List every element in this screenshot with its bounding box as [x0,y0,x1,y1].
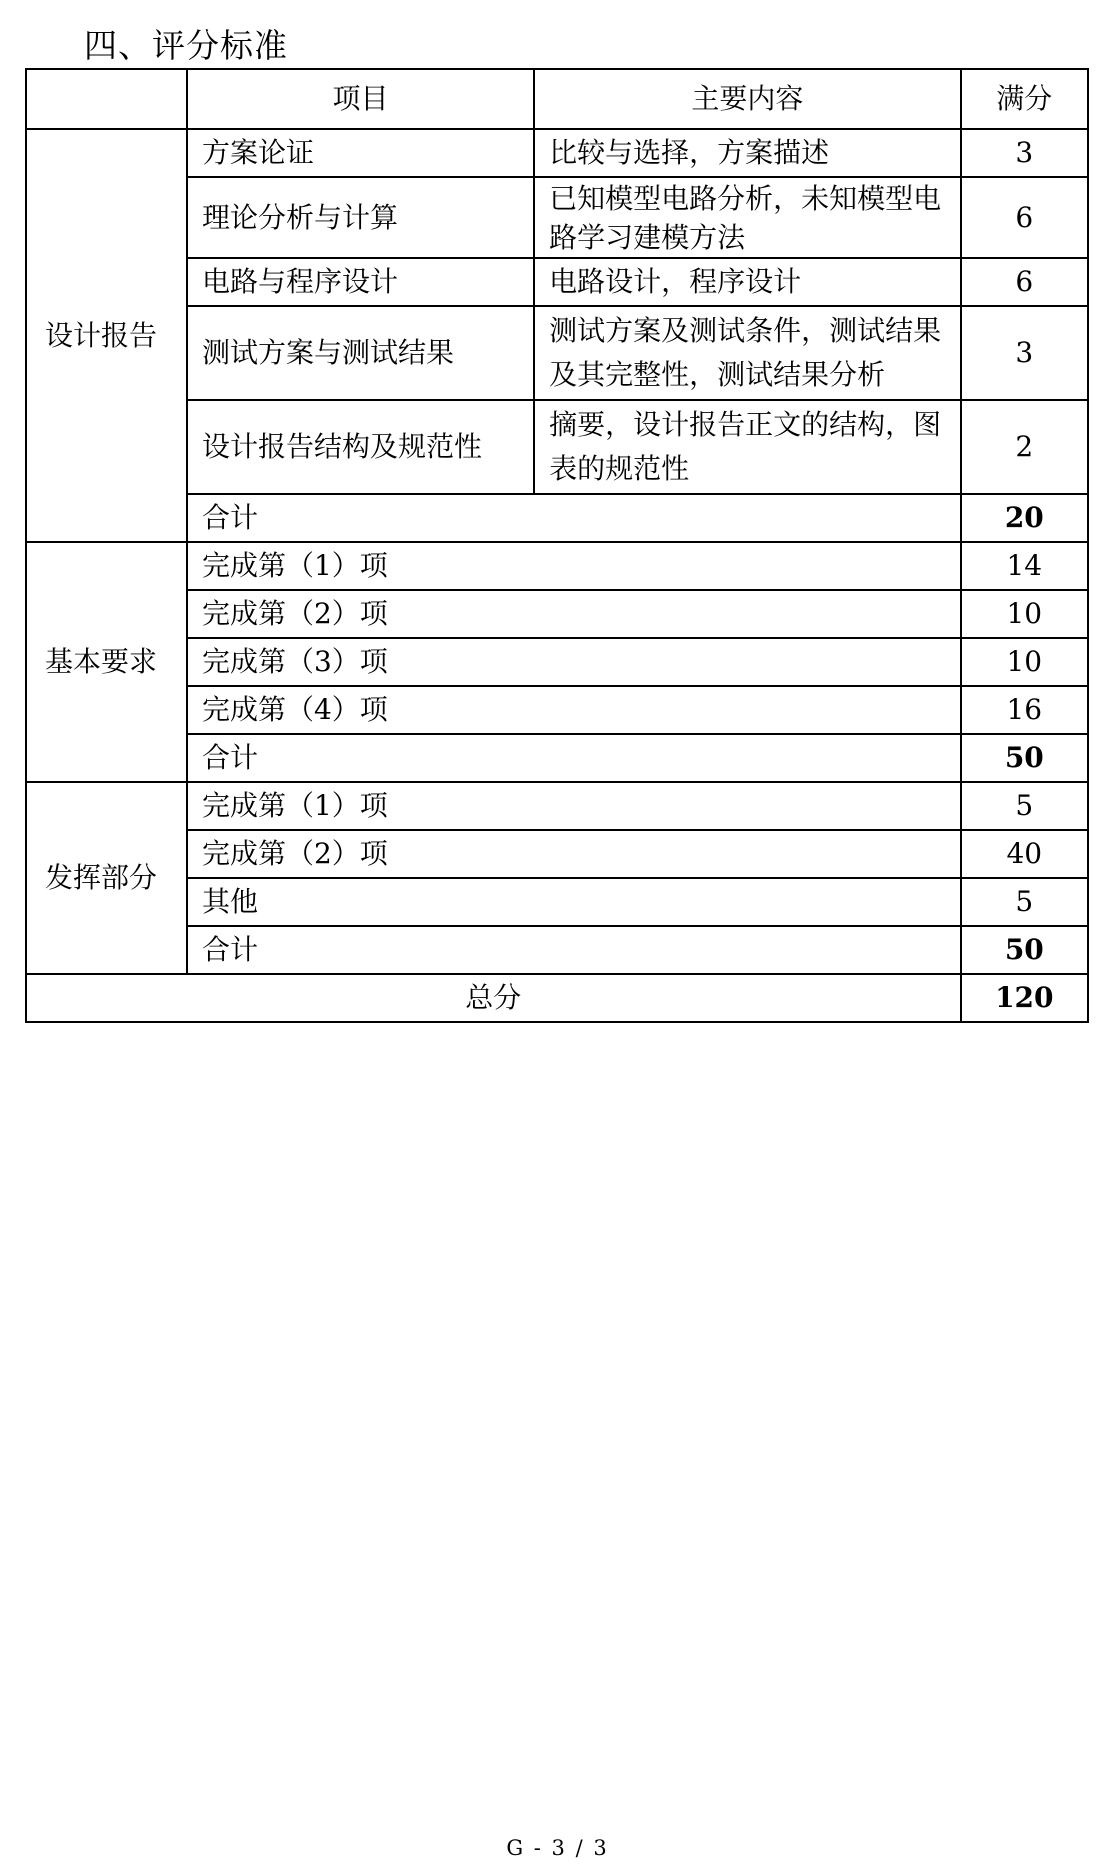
table-row [26,542,1088,590]
row-score: 5 [961,782,1088,830]
table-header-row [26,69,1088,129]
subtotal-label: 合计 [187,494,961,542]
row-content: 比较与选择，方案描述 [534,129,960,177]
row-content: 测试方案及测试条件，测试结果及其完整性，测试结果分析 [534,306,960,400]
header-content: 主要内容 [534,69,960,129]
row-item: 完成第（1）项 [187,542,961,590]
row-score: 10 [961,638,1088,686]
subtotal-score: 20 [961,494,1088,542]
grand-total-label: 总分 [26,974,961,1022]
row-score: 5 [961,878,1088,926]
subtotal-label: 合计 [187,734,961,782]
header-full-score: 满分 [961,69,1088,129]
subtotal-score: 50 [961,926,1088,974]
row-item: 电路与程序设计 [187,258,534,306]
header-item: 项目 [187,69,534,129]
table-row [26,782,1088,830]
row-score: 2 [961,400,1088,494]
scoring-table [25,68,1089,1023]
row-content: 摘要，设计报告正文的结构，图表的规范性 [534,400,960,494]
row-score: 6 [961,258,1088,306]
category-basic: 基本要求 [26,542,187,782]
row-item: 完成第（2）项 [187,830,961,878]
row-score: 3 [961,129,1088,177]
row-score: 14 [961,542,1088,590]
row-content: 电路设计，程序设计 [534,258,960,306]
row-score: 40 [961,830,1088,878]
table-row [26,129,1088,177]
section-heading: 四、评分标准 [84,26,288,65]
subtotal-score: 50 [961,734,1088,782]
row-item: 方案论证 [187,129,534,177]
row-item: 设计报告结构及规范性 [187,400,534,494]
grand-total-row [26,974,1088,1022]
row-item: 测试方案与测试结果 [187,306,534,400]
row-item: 完成第（2）项 [187,590,961,638]
category-design-report: 设计报告 [26,129,187,542]
header-blank-cell [26,69,187,129]
row-score: 3 [961,306,1088,400]
row-item: 完成第（4）项 [187,686,961,734]
row-item: 其他 [187,878,961,926]
category-extended: 发挥部分 [26,782,187,974]
row-content: 已知模型电路分析，未知模型电路学习建模方法 [534,177,960,258]
page-footer: G - 3 / 3 [506,1836,609,1860]
row-item: 完成第（3）项 [187,638,961,686]
row-score: 16 [961,686,1088,734]
row-score: 10 [961,590,1088,638]
row-score: 6 [961,177,1088,258]
subtotal-label: 合计 [187,926,961,974]
grand-total-score: 120 [961,974,1088,1022]
row-item: 完成第（1）项 [187,782,961,830]
row-item: 理论分析与计算 [187,177,534,258]
